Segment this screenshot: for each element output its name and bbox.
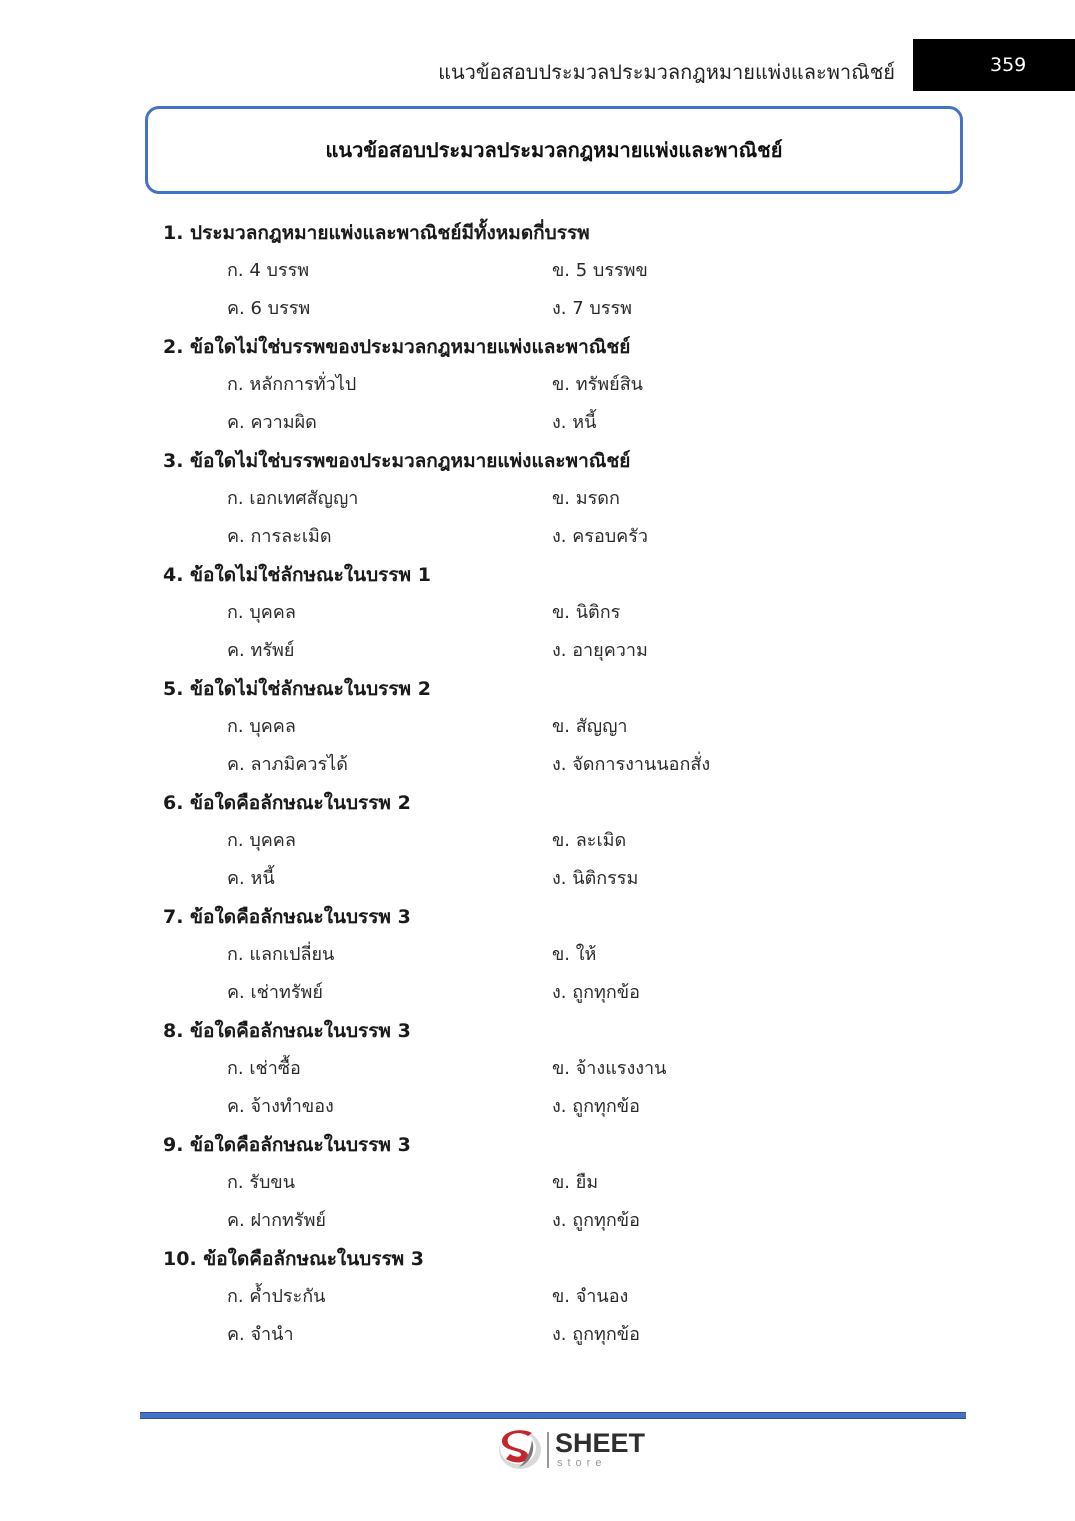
option-d: ง. อายุความ [552, 640, 648, 661]
option-d: ง. นิติกรรม [552, 868, 639, 889]
option-a: ก. 4 บรรพ [227, 260, 310, 281]
question-text: 5. ข้อใดไม่ใช่ลักษณะในบรรพ 2 [163, 678, 431, 700]
option-c: ค. การละเมิด [227, 526, 332, 547]
question-text: 2. ข้อใดไม่ใช่บรรพของประมวลกฎหมายแพ่งและพาณิชย์ [163, 336, 631, 358]
question-item [163, 556, 923, 670]
section-title-box [145, 106, 963, 194]
option-b: ข. ยืม [552, 1172, 599, 1193]
question-item [163, 1240, 923, 1354]
section-title: แนวข้อสอบประมวลประมวลกฎหมายแพ่งและพาณิชย์ [325, 138, 783, 162]
option-c: ค. 6 บรรพ [227, 298, 311, 319]
option-a: ก. รับขน [227, 1172, 296, 1193]
option-a: ก. บุคคล [227, 716, 296, 737]
logo-separator [547, 1432, 549, 1468]
option-row [163, 1316, 923, 1354]
option-c: ค. ฝากทรัพย์ [227, 1210, 326, 1231]
option-c: ค. ทรัพย์ [227, 640, 295, 661]
option-d: ง. ถูกทุกข้อ [552, 982, 640, 1003]
option-row [163, 974, 923, 1012]
option-c: ค. จ้างทำของ [227, 1096, 334, 1117]
sheet-store-logo [497, 1426, 647, 1472]
option-row [163, 860, 923, 898]
logo-wordmark: SHEET [555, 1428, 646, 1458]
option-row [163, 632, 923, 670]
option-b: ข. ให้ [552, 944, 597, 965]
option-row [163, 1202, 923, 1240]
option-row [163, 746, 923, 784]
option-a: ก. บุคคล [227, 602, 296, 623]
option-d: ง. หนี้ [552, 412, 597, 433]
option-a: ก. ค้ำประกัน [227, 1286, 326, 1307]
option-row [163, 290, 923, 328]
question-item [163, 214, 923, 328]
option-row [163, 252, 923, 290]
question-list [163, 214, 923, 1354]
question-text: 8. ข้อใดคือลักษณะในบรรพ 3 [163, 1020, 411, 1042]
option-row [163, 366, 923, 404]
question-item [163, 328, 923, 442]
option-a: ก. หลักการทั่วไป [227, 374, 357, 395]
page-number-badge: 359 [913, 39, 1075, 91]
option-b: ข. นิติกร [552, 602, 621, 623]
option-row [163, 404, 923, 442]
option-d: ง. ครอบครัว [552, 526, 648, 547]
option-d: ง. 7 บรรพ [552, 298, 633, 319]
option-row [163, 480, 923, 518]
option-a: ก. บุคคล [227, 830, 296, 851]
footer-rule [140, 1412, 966, 1419]
option-b: ข. 5 บรรพข [552, 260, 648, 281]
option-d: ง. ถูกทุกข้อ [552, 1324, 640, 1345]
option-b: ข. จ้างแรงงาน [552, 1058, 667, 1079]
sheet-s-logo-icon [497, 1426, 543, 1472]
option-c: ค. ลาภมิควรได้ [227, 754, 348, 775]
question-item [163, 784, 923, 898]
option-a: ก. แลกเปลี่ยน [227, 944, 335, 965]
option-row [163, 936, 923, 974]
option-b: ข. ละเมิด [552, 830, 627, 851]
question-text: 6. ข้อใดคือลักษณะในบรรพ 2 [163, 792, 411, 814]
question-item [163, 1126, 923, 1240]
question-text: 9. ข้อใดคือลักษณะในบรรพ 3 [163, 1134, 411, 1156]
question-item [163, 898, 923, 1012]
option-c: ค. จำนำ [227, 1324, 294, 1345]
question-text: 1. ประมวลกฎหมายแพ่งและพาณิชย์มีทั้งหมดกี่บรรพ [163, 222, 590, 244]
question-text: 10. ข้อใดคือลักษณะในบรรพ 3 [163, 1248, 425, 1270]
option-row [163, 594, 923, 632]
option-row [163, 708, 923, 746]
option-c: ค. เช่าทรัพย์ [227, 982, 323, 1003]
option-b: ข. สัญญา [552, 716, 628, 737]
option-row [163, 1164, 923, 1202]
option-a: ก. เช่าซื้อ [227, 1058, 301, 1079]
option-row [163, 1278, 923, 1316]
option-row [163, 1088, 923, 1126]
option-d: ง. จัดการงานนอกสั่ง [552, 754, 711, 775]
question-text: 4. ข้อใดไม่ใช่ลักษณะในบรรพ 1 [163, 564, 431, 586]
question-item [163, 442, 923, 556]
question-item [163, 670, 923, 784]
option-b: ข. จำนอง [552, 1286, 629, 1307]
question-item [163, 1012, 923, 1126]
option-a: ก. เอกเทศสัญญา [227, 488, 359, 509]
question-text: 3. ข้อใดไม่ใช่บรรพของประมวลกฎหมายแพ่งและพาณิชย์ [163, 450, 631, 472]
option-d: ง. ถูกทุกข้อ [552, 1096, 640, 1117]
option-c: ค. ความผิด [227, 412, 317, 433]
option-row [163, 518, 923, 556]
running-header-title: แนวข้อสอบประมวลประมวลกฎหมายแพ่งและพาณิชย์ [438, 60, 895, 84]
option-b: ข. มรดก [552, 488, 620, 509]
option-row [163, 1050, 923, 1088]
option-d: ง. ถูกทุกข้อ [552, 1210, 640, 1231]
option-c: ค. หนี้ [227, 868, 275, 889]
option-b: ข. ทรัพย์สิน [552, 374, 643, 395]
logo-subtext: store [557, 1457, 607, 1469]
question-text: 7. ข้อใดคือลักษณะในบรรพ 3 [163, 906, 411, 928]
option-row [163, 822, 923, 860]
